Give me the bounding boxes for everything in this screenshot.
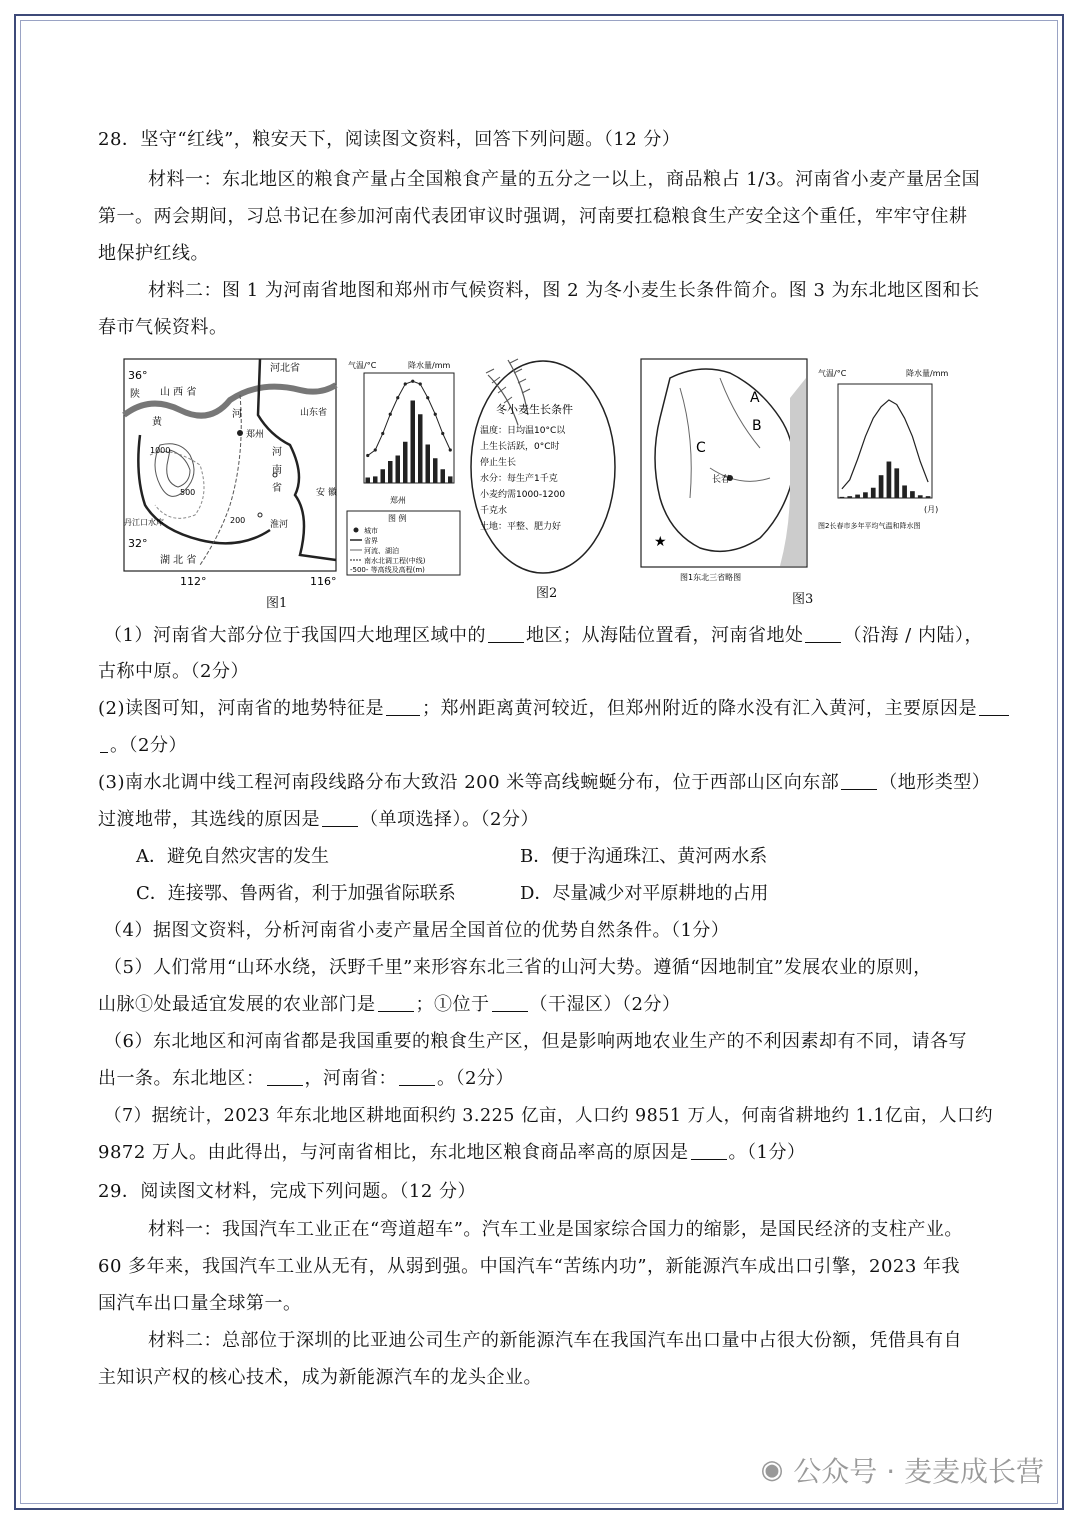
precip-bar-4 (863, 492, 868, 498)
huang-label: 黄 (152, 417, 162, 428)
answer-blank[interactable] (691, 1141, 727, 1160)
hubei-label: 湖 北 省 (160, 555, 197, 566)
q28-sub5-c: ；①位于 (415, 994, 490, 1015)
anhui-label: 安 徽 (316, 488, 337, 498)
precip-bar-7 (411, 401, 416, 484)
precip-bar-6 (403, 442, 408, 483)
q28-sub6-line1: （6）东北地区和河南省都是我国重要的粮食生产区，但是影响两地农业生产的不利因素却有不同，请各写 (104, 1031, 967, 1052)
q28-sub5-line2 (98, 993, 680, 1017)
option-B[interactable]: B．便于沟通珠江、黄河两水系 (520, 846, 768, 867)
shaanxi-label: 陕 (130, 389, 140, 400)
q29-material2-line1: 材料二：总部位于深圳的比亚迪公司生产的新能源汽车在我国汽车出口量中占很大份额，凭借具有自 (148, 1330, 962, 1351)
watermark (761, 1450, 1044, 1490)
changchun-label: 长春 (712, 475, 731, 485)
shandong-label: 山东省 (300, 408, 328, 418)
henan-label-2: 南 (272, 465, 282, 476)
answer-blank[interactable] (399, 1067, 435, 1086)
temp-point-1 (366, 454, 369, 457)
contour-500: 500 (180, 488, 196, 497)
answer-blank[interactable] (322, 808, 358, 827)
q28-sub1-c: （沿海 / 内陆）， (843, 625, 983, 646)
temp-point-9 (426, 396, 429, 399)
precip-bar-3 (381, 469, 386, 483)
temperature-line (368, 381, 451, 455)
lat32-label: 32° (128, 537, 148, 550)
wheat-line-7: 土地：平整、肥力好 (480, 522, 562, 532)
temp-point-5 (396, 396, 399, 399)
answer-blank[interactable] (386, 697, 420, 716)
he-label: 河 (232, 409, 242, 420)
fig3-map-caption: 图1东北三省略图 (680, 573, 742, 582)
q28-material1-line2: 第一。两会期间，习总书记在参加河南代表团审议时强调，河南要扛稳粮食生产安全这个重任，牢牢守住耕 (98, 206, 968, 227)
legend-title: 图 例 (388, 514, 407, 523)
danjiang-label: 丹江口水库 (124, 518, 164, 527)
q28-material1-line3: 地保护红线。 (98, 243, 209, 264)
answer-blank[interactable] (378, 993, 414, 1012)
contour-200: 200 (230, 516, 246, 525)
precip-bar-11 (918, 495, 923, 498)
shanxi-label: 山 西 省 (160, 387, 197, 398)
huaihe-label: 淮河 (270, 520, 289, 530)
northeast-map (640, 358, 810, 583)
q28-sub6-d: 。（2分） (437, 1068, 514, 1089)
precip-bar-10 (433, 458, 438, 483)
answer-blank[interactable] (805, 624, 841, 643)
q28-sub7-line2 (98, 1141, 805, 1165)
lon112-label: 112° (180, 575, 207, 588)
fig1-legend (346, 510, 461, 576)
cc-precip-axis-label: 降水量/mm (906, 369, 949, 378)
q28-sub2-a: (2)读图可知，河南省的地势特征是 (98, 698, 384, 719)
temp-point-12 (449, 448, 452, 451)
fig3-climate-caption: 图2长春市多年平均气温和降水图 (818, 522, 921, 530)
zz-city-label: 郑州 (390, 496, 406, 505)
precip-bar-9 (426, 445, 431, 484)
cc-temp-axis-label: 气温/°C (818, 369, 847, 378)
precip-bar-2 (847, 496, 852, 498)
q28-sub2-c-text: 。（2分） (110, 735, 187, 756)
temp-point-11 (441, 432, 444, 435)
answer-blank[interactable] (492, 993, 528, 1012)
fig3-caption: 图3 (792, 592, 814, 607)
q28-sub3-d: （单项选择）。（2分） (360, 809, 539, 830)
q28-sub3-b: （地形类型） (879, 772, 991, 793)
legend-item-river: 河流、湖泊 (364, 547, 399, 555)
q29-material1-line2: 60 多年来，我国汽车工业从无有，从弱到强。中国汽车“苦练内功”，新能源汽车成出口引擎，2023 年我 (98, 1256, 961, 1277)
legend-item-border: 省界 (364, 537, 378, 545)
region-A: A (750, 390, 760, 406)
q29-material1-line3: 国汽车出口量全球第一。 (98, 1293, 302, 1314)
henan-label-1: 河 (272, 447, 282, 458)
contour-1000: 1000 (150, 446, 171, 455)
q28-material2-line1: 材料二：图 1 为河南省地图和郑州市气候资料，图 2 为冬小麦生长条件简介。图 3 为东北地区图和长 (148, 280, 980, 301)
wheat-line-6: 千克水 (480, 506, 508, 516)
precip-bar-1 (840, 497, 845, 498)
zz-temp-axis-label: 气温/°C (348, 361, 377, 370)
q28-sub6-line2 (98, 1067, 514, 1091)
precip-bar-6 (879, 475, 884, 498)
henan-label-3: 省 (272, 483, 282, 494)
q28-sub6-c: ，河南省： (304, 1068, 397, 1089)
precip-bar-8 (418, 414, 423, 483)
answer-blank[interactable] (841, 771, 877, 790)
q28-sub7-line1: （7）据统计，2023 年东北地区耕地面积约 3.225 亿亩，人口约 9851 万人，何南省耕地约 1.1亿亩，人口约 (104, 1106, 994, 1126)
zhengzhou-label: 郑州 (246, 430, 265, 440)
wechat-icon: ◉ (760, 1455, 784, 1485)
q28-sub1-d: 古称中原。（2分） (98, 661, 249, 682)
changchun-climate-chart (814, 366, 964, 536)
zhengzhou-climate-chart (346, 358, 466, 508)
q28-sub7-c: 。（1分） (728, 1142, 806, 1163)
answer-blank[interactable] (488, 624, 524, 643)
option-A[interactable]: A．避免自然灾害的发生 (136, 846, 329, 867)
wheat-conditions-figure (468, 355, 618, 575)
q28-title: 28．坚守“红线”，粮安天下，阅读图文资料，回答下列问题。（12 分） (98, 129, 681, 150)
precip-bar-4 (388, 461, 393, 483)
precip-bar-1 (366, 478, 371, 484)
option-C[interactable]: C．连接鄂、鲁两省，利于加强省际联系 (136, 883, 456, 904)
temp-point-2 (374, 448, 377, 451)
lon116-label: 116° (310, 575, 337, 588)
q28-sub5-b: 山脉①处最适宜发展的农业部门是 (98, 994, 376, 1015)
precip-bar-7 (887, 462, 892, 498)
precip-bar-12 (926, 496, 931, 498)
wheat-line-3: 停止生长 (480, 458, 517, 468)
wheat-line-5: 小麦约需1000-1200 (480, 490, 566, 500)
zz-precip-axis-label: 降水量/mm (408, 361, 451, 370)
q28-material1-line1: 材料一：东北地区的粮食产量占全国粮食产量的五分之一以上，商品粮占 1/3。河南省小麦产量居全国 (148, 169, 981, 190)
q28-sub1 (104, 624, 983, 648)
q28-material2-line2: 春市气候资料。 (98, 317, 228, 338)
q28-sub2 (98, 697, 1011, 721)
precip-bar-2 (373, 476, 378, 483)
q28-sub3-c: 过渡地带，其选线的原因是 (98, 809, 320, 830)
q28-sub3 (98, 771, 990, 795)
lat36-label: 36° (128, 369, 148, 382)
precip-bar-5 (396, 456, 401, 484)
temp-point-7 (411, 380, 414, 383)
fig2-caption: 图2 (536, 586, 558, 601)
q28-sub2-b: ；郑州距离黄河较近，但郑州附近的降水没有汇入黄河，主要原因是 (422, 698, 977, 719)
q28-sub3-line2 (98, 808, 539, 832)
region-C: C (696, 440, 706, 456)
fig1-caption: 图1 (266, 596, 288, 611)
option-D[interactable]: D．尽量减少对平原耕地的占用 (520, 883, 769, 904)
answer-blank-cont[interactable] (100, 734, 108, 753)
q28-sub6-b: 出一条。东北地区： (98, 1068, 265, 1089)
q28-sub3-a: (3)南水北调中线工程河南段线路分布大致沿 200 米等高线蜿蜒分布，位于西部山区向东部 (98, 772, 840, 793)
precip-bar-3 (855, 495, 860, 498)
precip-bar-9 (902, 485, 907, 498)
q28-sub2-c (98, 734, 187, 758)
precip-bar-11 (441, 469, 446, 483)
temp-point-8 (419, 382, 422, 385)
precip-bar-10 (910, 491, 915, 498)
answer-blank[interactable] (267, 1067, 303, 1086)
q29-title: 29．阅读图文材料，完成下列问题。（12 分） (98, 1181, 477, 1202)
wheat-line-4: 水分：每生产1千克 (480, 474, 558, 484)
q28-sub1-b: 地区；从海陆位置看，河南省地处 (525, 625, 804, 646)
answer-blank[interactable] (979, 697, 1009, 716)
temp-point-3 (381, 432, 384, 435)
henan-map (120, 355, 340, 588)
precip-bar-12 (448, 476, 453, 483)
q29-material1-line1: 材料一：我国汽车工业正在“弯道超车”。汽车工业是国家综合国力的缩影，是国民经济的支柱产业。 (148, 1219, 963, 1240)
legend-item-canal: 南水北调工程(中线) (364, 557, 426, 565)
hebei-label: 河北省 (270, 363, 300, 374)
wheat-line-2: 上生长活跃，0°C时 (480, 442, 560, 452)
temp-point-4 (389, 413, 392, 416)
q28-sub4: （4）据图文资料，分析河南省小麦产量居全国首位的优势自然条件。（1分） (104, 920, 730, 941)
temperature-line (842, 400, 928, 489)
wheat-title: 冬小麦生长条件 (496, 403, 573, 416)
temp-point-6 (404, 382, 407, 385)
q28-sub5-line1: （5）人们常用“山环水绕，沃野千里”来形容东北三省的山河大势。遵循“因地制宜”发展农业的原则， (104, 957, 932, 978)
legend-item-city: 城市 (364, 527, 378, 535)
cc-month-label: (月) (924, 505, 939, 514)
region-B: B (752, 418, 762, 434)
precip-bar-8 (894, 468, 899, 498)
legend-item-contour: -500- 等高线及高程(m) (350, 566, 425, 574)
q28-sub5-d: （干湿区）（2分） (529, 994, 681, 1015)
precip-bar-5 (871, 488, 876, 498)
star-icon: ★ (654, 534, 667, 550)
q28-sub1-a: （1）河南省大部分位于我国四大地理区域中的 (104, 625, 486, 646)
watermark-text: 公众号 · 麦麦成长营 (793, 1455, 1044, 1488)
temp-point-10 (434, 413, 437, 416)
q29-material2-line2: 主知识产权的核心技术，成为新能源汽车的龙头企业。 (98, 1367, 542, 1388)
wheat-line-1: 温度：日均温10°C以 (480, 426, 566, 436)
q28-sub7-b: 9872 万人。由此得出，与河南省相比，东北地区粮食商品率高的原因是 (98, 1142, 689, 1163)
